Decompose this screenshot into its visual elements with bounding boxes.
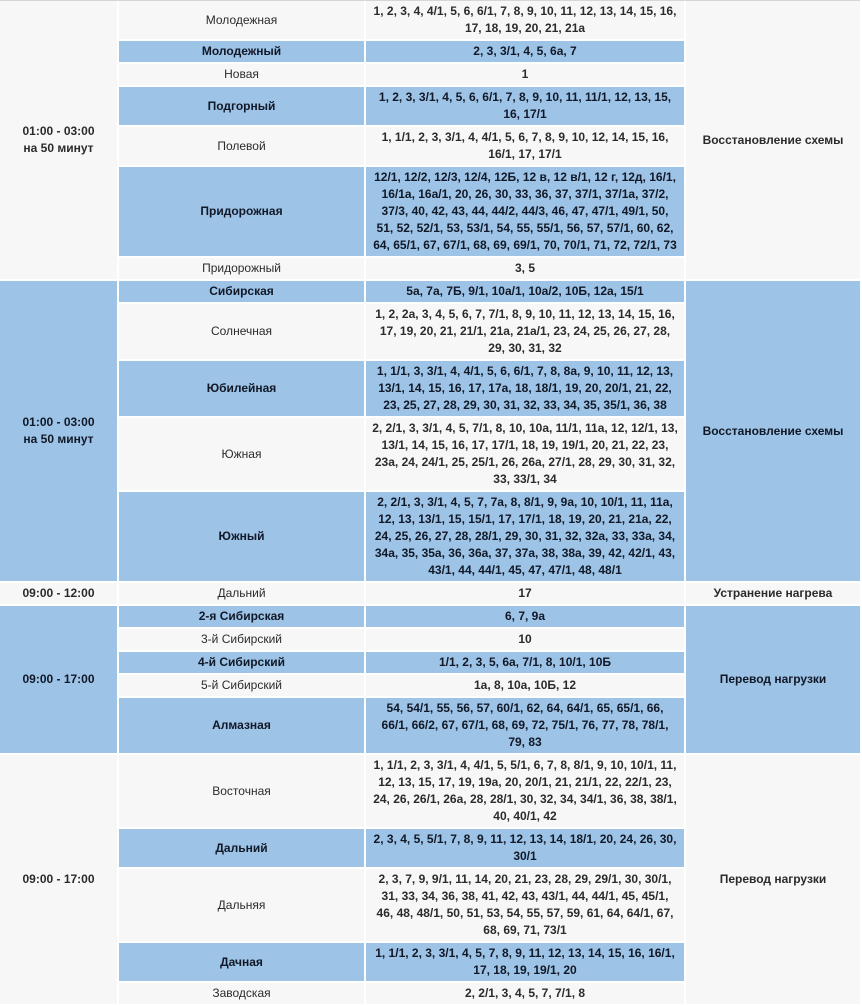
street-name-cell: Заводская (119, 983, 364, 1004)
house-numbers-cell: 5а, 7а, 7Б, 9/1, 10а/1, 10а/2, 10Б, 12а, 15/1 (366, 281, 684, 302)
house-numbers-cell: 1, 2, 3, 4, 4/1, 5, 6, 6/1, 7, 8, 9, 10, 11, 12, 13, 14, 15, 16, 17, 18, 19, 20, 21, 21а (366, 1, 684, 39)
street-name-cell: Южный (119, 492, 364, 581)
street-name-cell: Придорожный (119, 258, 364, 279)
time-range: 09:00 - 17:00 (22, 672, 95, 686)
street-name-cell: Новая (119, 64, 364, 85)
house-numbers-cell: 10 (366, 629, 684, 650)
street-name-cell: Юбилейная (119, 361, 364, 416)
house-numbers-cell: 2, 2/1, 3, 3/1, 4, 5, 7, 7а, 8, 8/1, 9, 9а, 10, 10/1, 11, 11а, 12, 13, 13/1, 15, 15/1, 17, 17/1, 18, 19, 20, 21, 21а, 22, 24, 25, 26, 27, 28, 28/1, 29, 30, 31, 32, 32а, 33, 33а, 34, 34а, 35, 35а, 36, 36а, 37, 37а, 38, 38а, 39, 42, 42/1, 43, 43/1, 44, 44/1, 45, 47, 47/1, 48, 48/1 (366, 492, 684, 581)
outage-time-cell (0, 755, 117, 1004)
table-row (0, 755, 860, 827)
street-name-cell: Сибирская (119, 281, 364, 302)
house-numbers-cell: 1, 1/1, 3, 3/1, 4, 4/1, 5, 6, 6/1, 7, 8, 8а, 9, 10, 11, 12, 13, 13/1, 14, 15, 16, 17, 17а, 18, 18/1, 19, 20, 20/1, 21, 22, 23, 25, 27, 28, 29, 30, 31, 32, 33, 34, 35, 35/1, 36, 38 (366, 361, 684, 416)
house-numbers-cell: 2, 3, 7, 9, 9/1, 11, 14, 20, 21, 23, 28, 29, 29/1, 30, 30/1, 31, 33, 34, 36, 38, 41, 42, 43, 43/1, 44, 44/1, 45, 45/1, 46, 48, 48/1, 50, 51, 53, 54, 55, 57, 59, 61, 64, 64/1, 67, 68, 69, 71, 73/1 (366, 869, 684, 941)
house-numbers-cell: 2, 2/1, 3, 3/1, 4, 5, 7/1, 8, 10, 10а, 11/1, 11а, 12, 12/1, 13, 13/1, 14, 15, 16, 17, 17/1, 18, 19, 19/1, 20, 21, 22, 23, 23а, 24, 24/1, 25, 25/1, 26, 26а, 27/1, 28, 29, 30, 31, 32, 33, 33/1, 34 (366, 418, 684, 490)
street-name-cell: Дачная (119, 943, 364, 981)
street-name-cell: Дальний (119, 829, 364, 867)
house-numbers-cell: 2, 2/1, 3, 4, 5, 7, 7/1, 8 (366, 983, 684, 1004)
house-numbers-cell: 1/1, 2, 3, 5, 6а, 7/1, 8, 10/1, 10Б (366, 652, 684, 673)
table-row (0, 606, 860, 627)
house-numbers-cell: 12/1, 12/2, 12/3, 12/4, 12Б, 12 в, 12 в/1, 12 г, 12д, 16/1, 16/1а, 16а/1, 20, 26, 30, 33, 36, 37, 37/1, 37/1а, 37/2, 37/3, 40, 42, 43, 44, 44/2, 44/3, 46, 47, 47/1, 49/1, 50, 51, 52, 52/1, 53, 53/1, 54, 55, 55/1, 56, 57, 57/1, 60, 62, 64, 65/1, 67, 67/1, 68, 69, 69/1, 70, 70/1, 71, 72, 72/1, 73 (366, 167, 684, 256)
outage-reason-cell: Восстановление схемы (686, 1, 860, 279)
house-numbers-cell: 1, 1/1, 2, 3, 3/1, 4, 4/1, 5, 6, 7, 8, 9, 10, 12, 14, 15, 16, 16/1, 17, 17/1 (366, 127, 684, 165)
street-name-cell: 3-й Сибирский (119, 629, 364, 650)
house-numbers-cell: 1, 1/1, 2, 3, 3/1, 4, 5, 7, 8, 9, 11, 12, 13, 14, 15, 16, 16/1, 17, 18, 19, 19/1, 20 (366, 943, 684, 981)
house-numbers-cell: 54, 54/1, 55, 56, 57, 60/1, 62, 64, 64/1, 65, 65/1, 66, 66/1, 66/2, 67, 67/1, 68, 69, 72, 75/1, 76, 77, 78, 78/1, 79, 83 (366, 698, 684, 753)
table-row (0, 281, 860, 302)
house-numbers-cell: 1, 2, 3, 3/1, 4, 5, 6, 6/1, 7, 8, 9, 10, 11, 11/1, 12, 13, 15, 16, 17/1 (366, 87, 684, 125)
outage-time-cell (0, 1, 117, 279)
table-row (0, 583, 860, 604)
street-name-cell: Дальний (119, 583, 364, 604)
outage-reason-cell: Перевод нагрузки (686, 755, 860, 1004)
house-numbers-cell: 6, 7, 9а (366, 606, 684, 627)
house-numbers-cell: 1 (366, 64, 684, 85)
time-range: 01:00 - 03:00 (22, 124, 95, 138)
street-name-cell: Придорожная (119, 167, 364, 256)
outage-reason-cell: Перевод нагрузки (686, 606, 860, 753)
time-range: 09:00 - 12:00 (22, 586, 95, 600)
time-range: 01:00 - 03:00 (22, 415, 95, 429)
house-numbers-cell: 1, 2, 2а, 3, 4, 5, 6, 7, 7/1, 8, 9, 10, 11, 12, 13, 14, 15, 16, 17, 19, 20, 21, 21/1, 21а, 21а/1, 23, 24, 25, 26, 27, 28, 29, 30, 31, 32 (366, 304, 684, 359)
table-row (0, 1, 860, 39)
street-name-cell: Алмазная (119, 698, 364, 753)
street-name-cell: Молодежная (119, 1, 364, 39)
street-name-cell: Подгорный (119, 87, 364, 125)
house-numbers-cell: 2, 3, 3/1, 4, 5, 6а, 7 (366, 41, 684, 62)
outage-schedule-body (0, 1, 860, 1004)
street-name-cell: Восточная (119, 755, 364, 827)
house-numbers-cell: 3, 5 (366, 258, 684, 279)
street-name-cell: Южная (119, 418, 364, 490)
street-name-cell: Солнечная (119, 304, 364, 359)
house-numbers-cell: 1а, 8, 10а, 10Б, 12 (366, 675, 684, 696)
outage-time-cell (0, 606, 117, 753)
street-name-cell: Дальняя (119, 869, 364, 941)
house-numbers-cell: 2, 3, 4, 5, 5/1, 7, 8, 9, 11, 12, 13, 14, 18/1, 20, 24, 26, 30, 30/1 (366, 829, 684, 867)
house-numbers-cell: 17 (366, 583, 684, 604)
street-name-cell: 2-я Сибирская (119, 606, 364, 627)
outage-reason-cell: Устранение нагрева (686, 583, 860, 604)
street-name-cell: 5-й Сибирский (119, 675, 364, 696)
street-name-cell: Молодежный (119, 41, 364, 62)
outage-reason-cell: Восстановление схемы (686, 281, 860, 581)
time-duration: на 50 минут (23, 432, 94, 446)
outage-time-cell (0, 583, 117, 604)
outage-time-cell (0, 281, 117, 581)
house-numbers-cell: 1, 1/1, 2, 3, 3/1, 4, 4/1, 5, 5/1, 6, 7, 8, 8/1, 9, 10, 10/1, 11, 12, 13, 15, 17, 19, 19а, 20, 20/1, 21, 21/1, 22, 22/1, 23, 24, 26, 26/1, 26а, 28, 28/1, 30, 32, 34, 34/1, 36, 38, 38/1, 40, 40/1, 42 (366, 755, 684, 827)
time-duration: на 50 минут (23, 141, 94, 155)
time-range: 09:00 - 17:00 (22, 872, 95, 886)
street-name-cell: Полевой (119, 127, 364, 165)
street-name-cell: 4-й Сибирский (119, 652, 364, 673)
